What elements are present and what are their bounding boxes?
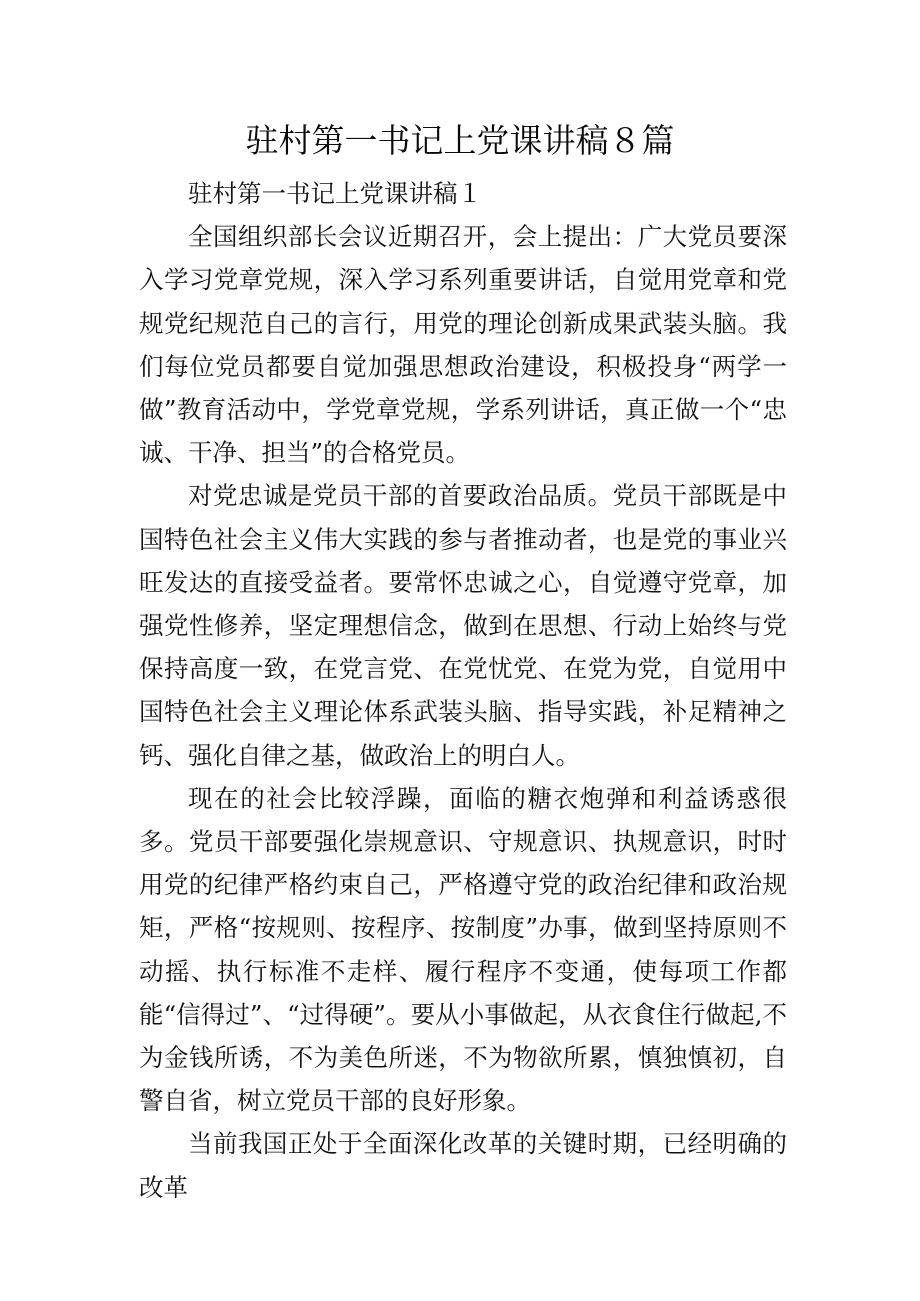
- paragraph: 全国组织部长会议近期召开，会上提出：广大党员要深入学习党章党规，深入学习系列重要讲话，自觉用党章和党规党纪规范自己的言行，用党的理论创新成果武装头脑。我们每位党员都要自觉加强思想政治建设，积极投身“两学一做”教育活动中，学党章党规，学系列讲话，真正做一个“忠诚、干净、担当”的合格党员。: [139, 222, 787, 468]
- document-body: [139, 172, 787, 1209]
- paragraph: 当前我国正处于全面深化改革的关键时期，已经明确的改革: [139, 1129, 787, 1202]
- section-heading: 驻村第一书记上党课讲稿１: [188, 179, 482, 208]
- paragraph: 对党忠诚是党员干部的首要政治品质。党员干部既是中国特色社会主义伟大实践的参与者推动者，也是党的事业兴旺发达的直接受益者。要常怀忠诚之心，自觉遵守党章，加强党性修养，坚定理想信念，做到在思想、行动上始终与党保持高度一致，在党言党、在党忧党、在党为党，自觉用中国特色社会主义理论体系武装头脑、指导实践，补足精神之钙、强化自律之基，做政治上的明白人。: [139, 481, 787, 770]
- paragraph: 现在的社会比较浮躁，面临的糖衣炮弹和利益诱惑很多。党员干部要强化崇规意识、守规意识、执规意识，时时用党的纪律严格约束自己，严格遵守党的政治纪律和政治规矩，严格“按规则、按程序、按制度”办事，做到坚持原则不动摇、执行标准不走样、履行程序不变通，使每项工作都能“信得过”、“过得硬”。要从小事做起，从衣食住行做起,不为金钱所诱，不为美色所迷，不为物欲所累，慎独慎初，自警自省，树立党员干部的良好形象。: [139, 783, 787, 1116]
- document-title: 驻村第一书记上党课讲稿８篇: [245, 121, 675, 160]
